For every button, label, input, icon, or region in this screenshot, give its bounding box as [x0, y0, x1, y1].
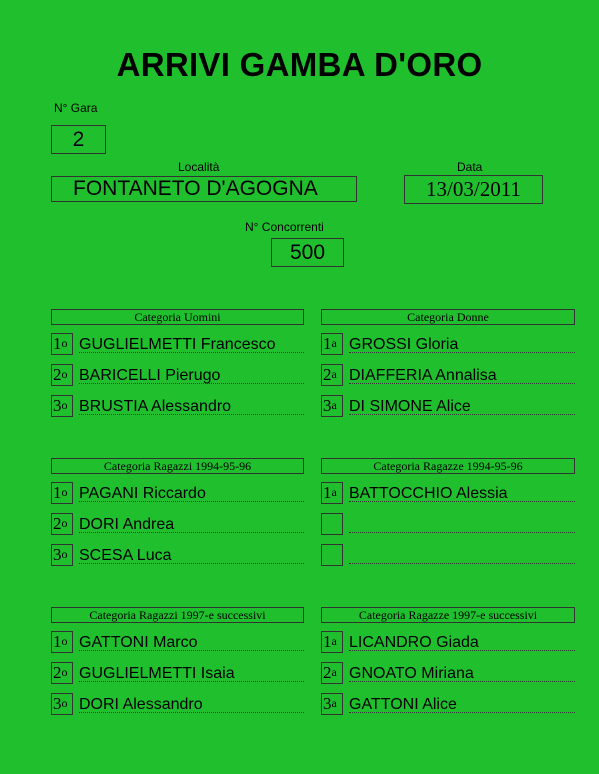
rank-box	[321, 693, 343, 715]
rank-box	[51, 333, 73, 355]
dotted-line	[349, 650, 575, 651]
rank-ordinal-suffix: o	[61, 665, 68, 679]
rank-ordinal-suffix: o	[61, 398, 68, 412]
rank-box	[51, 513, 73, 535]
finisher-name: PAGANI Riccardo	[79, 485, 206, 502]
rank-box	[321, 544, 343, 566]
rank-number: 2	[53, 663, 62, 682]
concorrenti-label: N° Concorrenti	[245, 220, 324, 234]
rank-box	[321, 482, 343, 504]
finisher-name: GATTONI Marco	[79, 634, 198, 651]
rank-number: 3	[323, 396, 332, 415]
rank-box	[321, 631, 343, 653]
dotted-line	[79, 352, 304, 353]
dotted-line	[349, 501, 575, 502]
data-label: Data	[457, 160, 483, 174]
rank-number: 1	[323, 334, 332, 353]
finisher-name: DORI Andrea	[79, 516, 175, 533]
rank-number: 1	[53, 483, 62, 502]
finisher-name: GUGLIELMETTI Francesco	[79, 336, 276, 353]
dotted-line	[79, 563, 304, 564]
rank-ordinal-suffix: o	[61, 367, 68, 381]
rank-number: 3	[53, 396, 62, 415]
rank-number: 2	[323, 365, 332, 384]
gara-label: N° Gara	[54, 101, 98, 115]
dotted-line	[349, 383, 575, 384]
finisher-name: GNOATO Miriana	[349, 665, 474, 682]
finisher-name: SCESA Luca	[79, 547, 172, 564]
finisher-name: GUGLIELMETTI Isaia	[79, 665, 235, 682]
category-header: Categoria Uomini	[51, 309, 304, 325]
rank-box	[321, 395, 343, 417]
category-header: Categoria Ragazzi 1997-e successivi	[51, 607, 304, 623]
rank-box	[51, 364, 73, 386]
dotted-line	[349, 352, 575, 353]
rank-ordinal-suffix: o	[61, 547, 68, 561]
localita-label: Località	[178, 160, 220, 174]
data-value-field: 13/03/2011	[404, 175, 543, 204]
dotted-line	[79, 650, 304, 651]
rank-ordinal-suffix: a	[331, 634, 337, 648]
finisher-name: BRUSTIA Alessandro	[79, 398, 232, 415]
rank-number: 1	[323, 632, 332, 651]
dotted-line	[349, 681, 575, 682]
rank-number: 3	[53, 545, 62, 564]
rank-number: 3	[323, 694, 332, 713]
finisher-name: DIAFFERIA Annalisa	[349, 367, 497, 384]
finisher-name: GATTONI Alice	[349, 696, 457, 713]
rank-ordinal-suffix: a	[331, 696, 337, 710]
rank-number: 3	[53, 694, 62, 713]
rank-box	[51, 482, 73, 504]
rank-number: 2	[53, 514, 62, 533]
dotted-line	[349, 563, 575, 564]
finisher-name: DI SIMONE Alice	[349, 398, 471, 415]
rank-box	[321, 662, 343, 684]
rank-ordinal-suffix: a	[331, 367, 337, 381]
rank-ordinal-suffix: o	[61, 485, 68, 499]
rank-ordinal-suffix: a	[331, 485, 337, 499]
finisher-name: BATTOCCHIO Alessia	[349, 485, 508, 502]
dotted-line	[349, 532, 575, 533]
rank-number: 1	[53, 632, 62, 651]
rank-box	[321, 513, 343, 535]
dotted-line	[349, 414, 575, 415]
finisher-name: LICANDRO Giada	[349, 634, 479, 651]
rank-ordinal-suffix: o	[61, 516, 68, 530]
finisher-name: BARICELLI Pierugo	[79, 367, 221, 384]
rank-ordinal-suffix: a	[331, 336, 337, 350]
rank-ordinal-suffix: o	[61, 634, 68, 648]
rank-ordinal-suffix: a	[331, 398, 337, 412]
rank-box	[51, 631, 73, 653]
category-header: Categoria Ragazze 1997-e successivi	[321, 607, 575, 623]
rank-box	[51, 395, 73, 417]
rank-box	[321, 364, 343, 386]
category-header: Categoria Ragazzi 1994-95-96	[51, 458, 304, 474]
rank-ordinal-suffix: o	[61, 336, 68, 350]
rank-number: 1	[53, 334, 62, 353]
rank-box	[321, 333, 343, 355]
localita-value-field: FONTANETO D'AGOGNA	[51, 176, 357, 202]
rank-ordinal-suffix: a	[331, 665, 337, 679]
finisher-name: DORI Alessandro	[79, 696, 203, 713]
rank-box	[51, 693, 73, 715]
dotted-line	[79, 414, 304, 415]
dotted-line	[349, 712, 575, 713]
rank-ordinal-suffix: o	[61, 696, 68, 710]
dotted-line	[79, 681, 304, 682]
concorrenti-value-field: 500	[271, 238, 344, 267]
gara-value-field: 2	[51, 125, 106, 154]
category-header: Categoria Ragazze 1994-95-96	[321, 458, 575, 474]
dotted-line	[79, 532, 304, 533]
rank-number: 2	[53, 365, 62, 384]
category-header: Categoria Donne	[321, 309, 575, 325]
rank-number: 2	[323, 663, 332, 682]
dotted-line	[79, 712, 304, 713]
dotted-line	[79, 383, 304, 384]
dotted-line	[79, 501, 304, 502]
page-title: ARRIVI GAMBA D'ORO	[116, 46, 483, 83]
finisher-name: GROSSI Gloria	[349, 336, 459, 353]
rank-number: 1	[323, 483, 332, 502]
rank-box	[51, 662, 73, 684]
rank-box	[51, 544, 73, 566]
